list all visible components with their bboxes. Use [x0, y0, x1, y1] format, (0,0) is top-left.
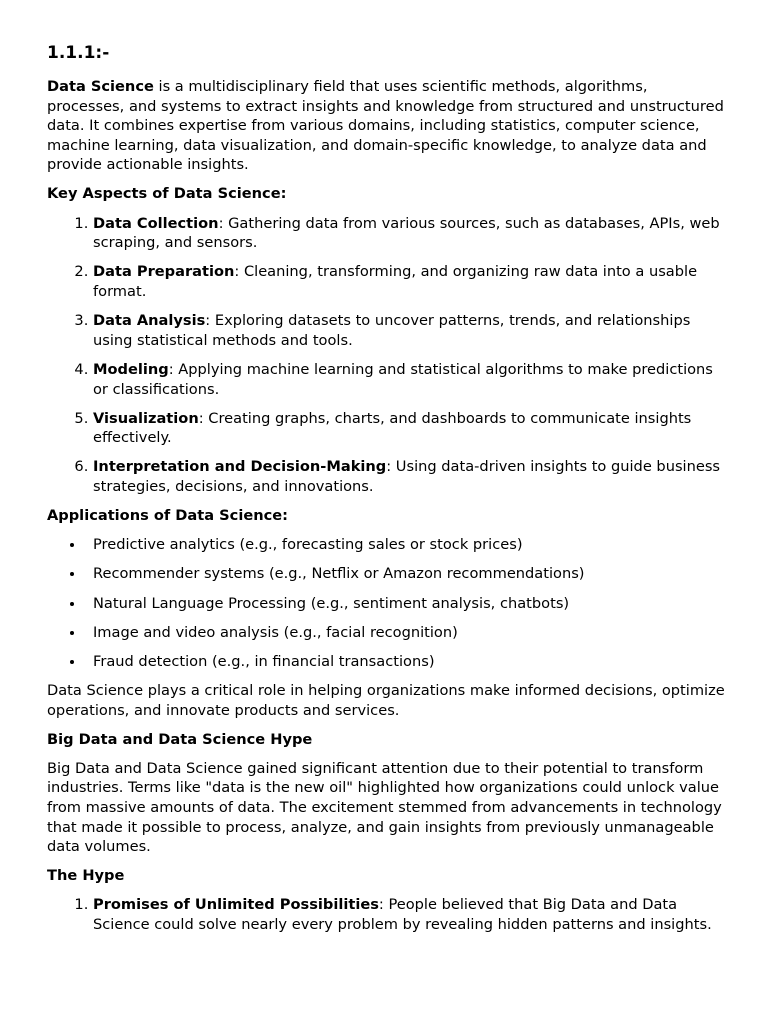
intro-term: Data Science: [47, 78, 154, 95]
key-aspect-text: : Exploring datasets to uncover patterns, trends, and relationships using statistical methods and tools.: [93, 312, 691, 349]
hype-paragraph: Big Data and Data Science gained significant attention due to their potential to transform industries. Terms like "data is the new oil" highlighted how organizations could unlock value from massive amounts of data. The excitement stemmed from advancements in technology that made it possible to process, analyze, and gain insights from previously unmanageable data volumes.: [47, 759, 722, 856]
the-hype-title: The Hype: [47, 867, 125, 885]
key-aspect-term: Data Preparation: [93, 263, 235, 281]
key-aspect-text: : Gathering data from various sources, such as databases, APIs, web scraping, and sensors.: [93, 214, 720, 252]
key-aspects-list: [47, 214, 728, 497]
hype-section-title: Big Data and Data Science Hype: [47, 730, 313, 748]
key-aspect-term: Modeling: [93, 360, 169, 378]
key-aspect-item: [93, 262, 728, 301]
key-aspect-item: [93, 311, 728, 350]
key-aspect-term: Interpretation and Decision-Making: [93, 458, 387, 476]
key-aspect-item: [93, 360, 728, 399]
key-aspect-term: Data Collection: [93, 214, 219, 232]
key-aspect-text: : Cleaning, transforming, and organizing raw data into a usable format.: [93, 263, 698, 300]
hype-item-term: Promises of Unlimited Possibilities: [93, 896, 379, 914]
application-item: Image and video analysis (e.g., facial recognition): [93, 623, 728, 643]
application-item: Predictive analytics (e.g., forecasting sales or stock prices): [93, 535, 728, 555]
applications-title: Applications of Data Science:: [47, 507, 289, 525]
key-aspects-title: Key Aspects of Data Science:: [47, 185, 287, 203]
section-number-heading: 1.1.1:-: [47, 43, 110, 63]
key-aspect-item: [93, 457, 728, 496]
application-item: Fraud detection (e.g., in financial transactions): [93, 652, 728, 672]
applications-list: [47, 535, 728, 671]
key-aspect-term: Visualization: [93, 409, 199, 427]
hype-item-text: : People believed that Big Data and Data Science could solve nearly every problem by revealing hidden patterns and insights.: [93, 896, 712, 934]
key-aspect-text: : Creating graphs, charts, and dashboards to communicate insights effectively.: [93, 409, 692, 447]
hype-item: [93, 895, 728, 934]
key-aspect-text: : Using data-driven insights to guide business strategies, decisions, and innovations.: [93, 458, 721, 496]
key-aspect-item: [93, 409, 728, 448]
conclusion-paragraph: Data Science plays a critical role in helping organizations make informed decisions, optimize operations, and innovate products and services.: [47, 682, 725, 719]
intro-paragraph: [47, 77, 728, 175]
intro-text: is a multidisciplinary field that uses scientific methods, algorithms, processes, and systems to extract insights and knowledge from structured and unstructured data. It combines expertise from various domains, including statistics, computer science, machine learning, data visualization, and domain-specific knowledge, to analyze data and provide actionable insights.: [47, 78, 724, 174]
application-item: Recommender systems (e.g., Netflix or Amazon recommendations): [93, 564, 728, 584]
application-item: Natural Language Processing (e.g., sentiment analysis, chatbots): [93, 594, 728, 614]
key-aspect-text: : Applying machine learning and statistical algorithms to make predictions or classifications.: [93, 360, 713, 398]
the-hype-list: [47, 895, 728, 934]
key-aspect-term: Data Analysis: [93, 312, 206, 330]
key-aspect-item: [93, 214, 728, 253]
